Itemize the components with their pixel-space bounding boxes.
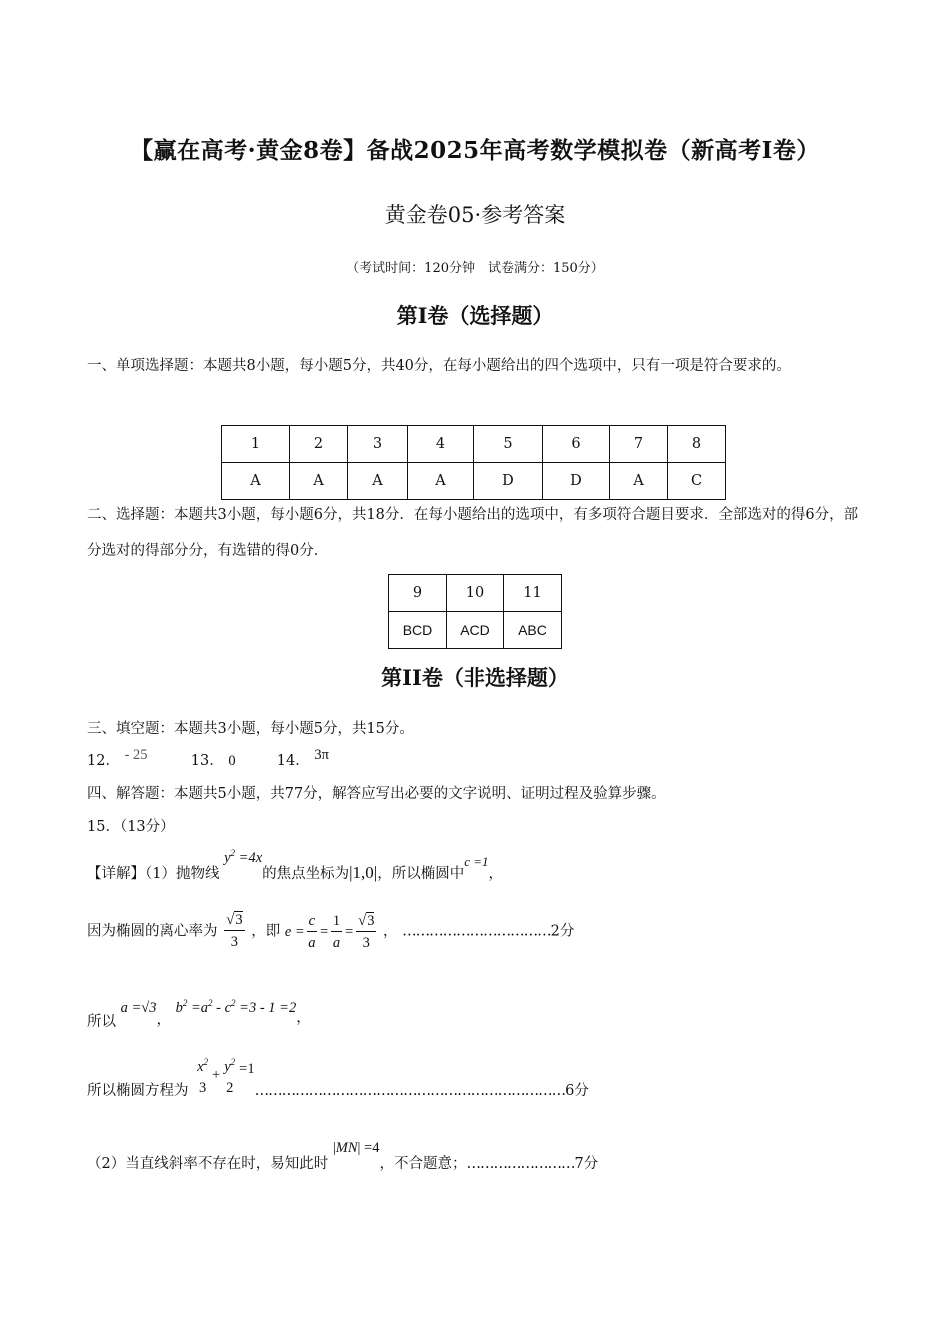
section2-answer-table — [388, 574, 562, 649]
table-cell: 10 — [447, 575, 504, 612]
document-subtitle: 黄金卷05·参考答案 — [384, 203, 566, 227]
focus-coordinates: |1,0| — [349, 863, 378, 882]
solution-text: ， — [156, 1012, 171, 1028]
detail-label: 【详解】 — [87, 866, 145, 882]
solution-line-1 — [87, 848, 503, 888]
table-cell: A — [610, 463, 668, 500]
solution-text: ， — [488, 866, 504, 882]
table-cell: ACD — [447, 612, 504, 649]
table-cell: A — [408, 463, 474, 500]
score-dots: …………………………… — [402, 923, 551, 940]
exam-info: （考试时间：120分钟 试卷满分：150分） — [346, 261, 604, 276]
section1-intro: 一、单项选择题：本题共8小题，每小题5分，共40分，在每小题给出的四个选项中，只有一项是符合要求的。 — [87, 358, 791, 374]
q12-answer: - 25 — [124, 747, 148, 763]
table-cell: 4 — [408, 426, 474, 463]
score-mark: 6分 — [565, 1083, 589, 1100]
q14-answer: 3π — [314, 747, 329, 763]
a-value: a =√3 — [120, 1000, 157, 1016]
table-cell: A — [222, 463, 290, 500]
table-cell: 5 — [474, 426, 543, 463]
score-dots: …………………… — [466, 1156, 575, 1172]
eccentricity-fraction: $\frac{√3}{3}$ — [226, 912, 243, 950]
fill-in-answers — [87, 749, 329, 770]
q14-label: 14． — [276, 753, 310, 769]
solution-text: 所以 — [87, 1014, 116, 1030]
solution-text: ， — [296, 1010, 311, 1026]
table-cell: BCD — [389, 612, 447, 649]
table-cell: C — [668, 463, 726, 500]
q13-label: 13． — [190, 753, 224, 769]
q15-label: 15．（13分） — [87, 819, 175, 835]
table-row — [389, 575, 562, 612]
solution-text: 因为椭圆的离心率为 — [87, 923, 218, 940]
solution-line-3 — [87, 996, 311, 1036]
score-mark: 7分 — [574, 1156, 599, 1172]
table-cell: 8 — [668, 426, 726, 463]
table-cell: D — [543, 463, 610, 500]
q12-label: 12． — [87, 753, 120, 769]
eccentricity-equation: e = $\frac{c}{a}$ = $\frac{1}{a}$ = $\frac{√3}{3}$ — [284, 912, 375, 951]
c-value: c =1 — [464, 854, 489, 869]
table-row — [389, 612, 562, 649]
mn-length: |MN| =4 — [332, 1140, 380, 1156]
b-squared-equation: $b^2 =a^2 - c^2 =3 - 1 =2$ — [175, 998, 297, 1016]
q13-answer: 0 — [228, 753, 236, 769]
table-row — [222, 426, 726, 463]
table-cell: 7 — [610, 426, 668, 463]
table-cell: ABC — [504, 612, 562, 649]
table-cell: A — [290, 463, 348, 500]
solution-text: 的焦点坐标为 — [262, 866, 350, 882]
table-cell: 9 — [389, 575, 447, 612]
table-cell: D — [474, 463, 543, 500]
section1-answer-table — [221, 425, 726, 500]
solution-line-2 — [87, 910, 574, 954]
table-cell: 6 — [543, 426, 610, 463]
solution-text: ， — [383, 923, 398, 940]
solution-text: （1）抛物线 — [145, 866, 220, 882]
score-dots: …………………………………………………………… — [254, 1083, 566, 1100]
table-row — [222, 463, 726, 500]
table-cell: A — [348, 463, 408, 500]
solution-line-4 — [87, 1052, 589, 1099]
section3-intro: 三、填空题：本题共3小题，每小题5分，共15分。 — [87, 721, 414, 737]
section4-intro: 四、解答题：本题共5小题，共77分，解答应写出必要的文字说明、证明过程及验算步骤。 — [87, 786, 666, 802]
table-cell: 1 — [222, 426, 290, 463]
solution-line-5 — [87, 1138, 598, 1178]
solution-text: ，不合题意； — [379, 1156, 467, 1172]
part1-heading: 第I卷（选择题） — [396, 303, 554, 328]
score-mark: 2分 — [550, 923, 575, 940]
table-cell: 11 — [504, 575, 562, 612]
solution-text: 所以椭圆方程为 — [87, 1083, 189, 1100]
table-cell: 3 — [348, 426, 408, 463]
solution-text: （2）当直线斜率不存在时，易知此时 — [87, 1156, 329, 1172]
document-title: 【赢在高考·黄金8卷】备战2025年高考数学模拟卷（新高考I卷） — [130, 137, 820, 164]
solution-text: ，即 — [251, 923, 281, 940]
ellipse-equation: $x^2$ 3 + $y^2$ 2 =1 — [197, 1057, 255, 1096]
parabola-equation: $y^2 =4x$ — [224, 848, 263, 866]
table-cell: 2 — [290, 426, 348, 463]
section2-intro: 二、选择题：本题共3小题，每小题6分，共18分．在每小题给出的选项中，有多项符合题目要求．全部选对的得6分，部分选对的得部分分，有选错的得0分． — [87, 507, 859, 559]
solution-text: ，所以椭圆中 — [377, 866, 465, 882]
part2-heading: 第II卷（非选择题） — [381, 665, 569, 690]
